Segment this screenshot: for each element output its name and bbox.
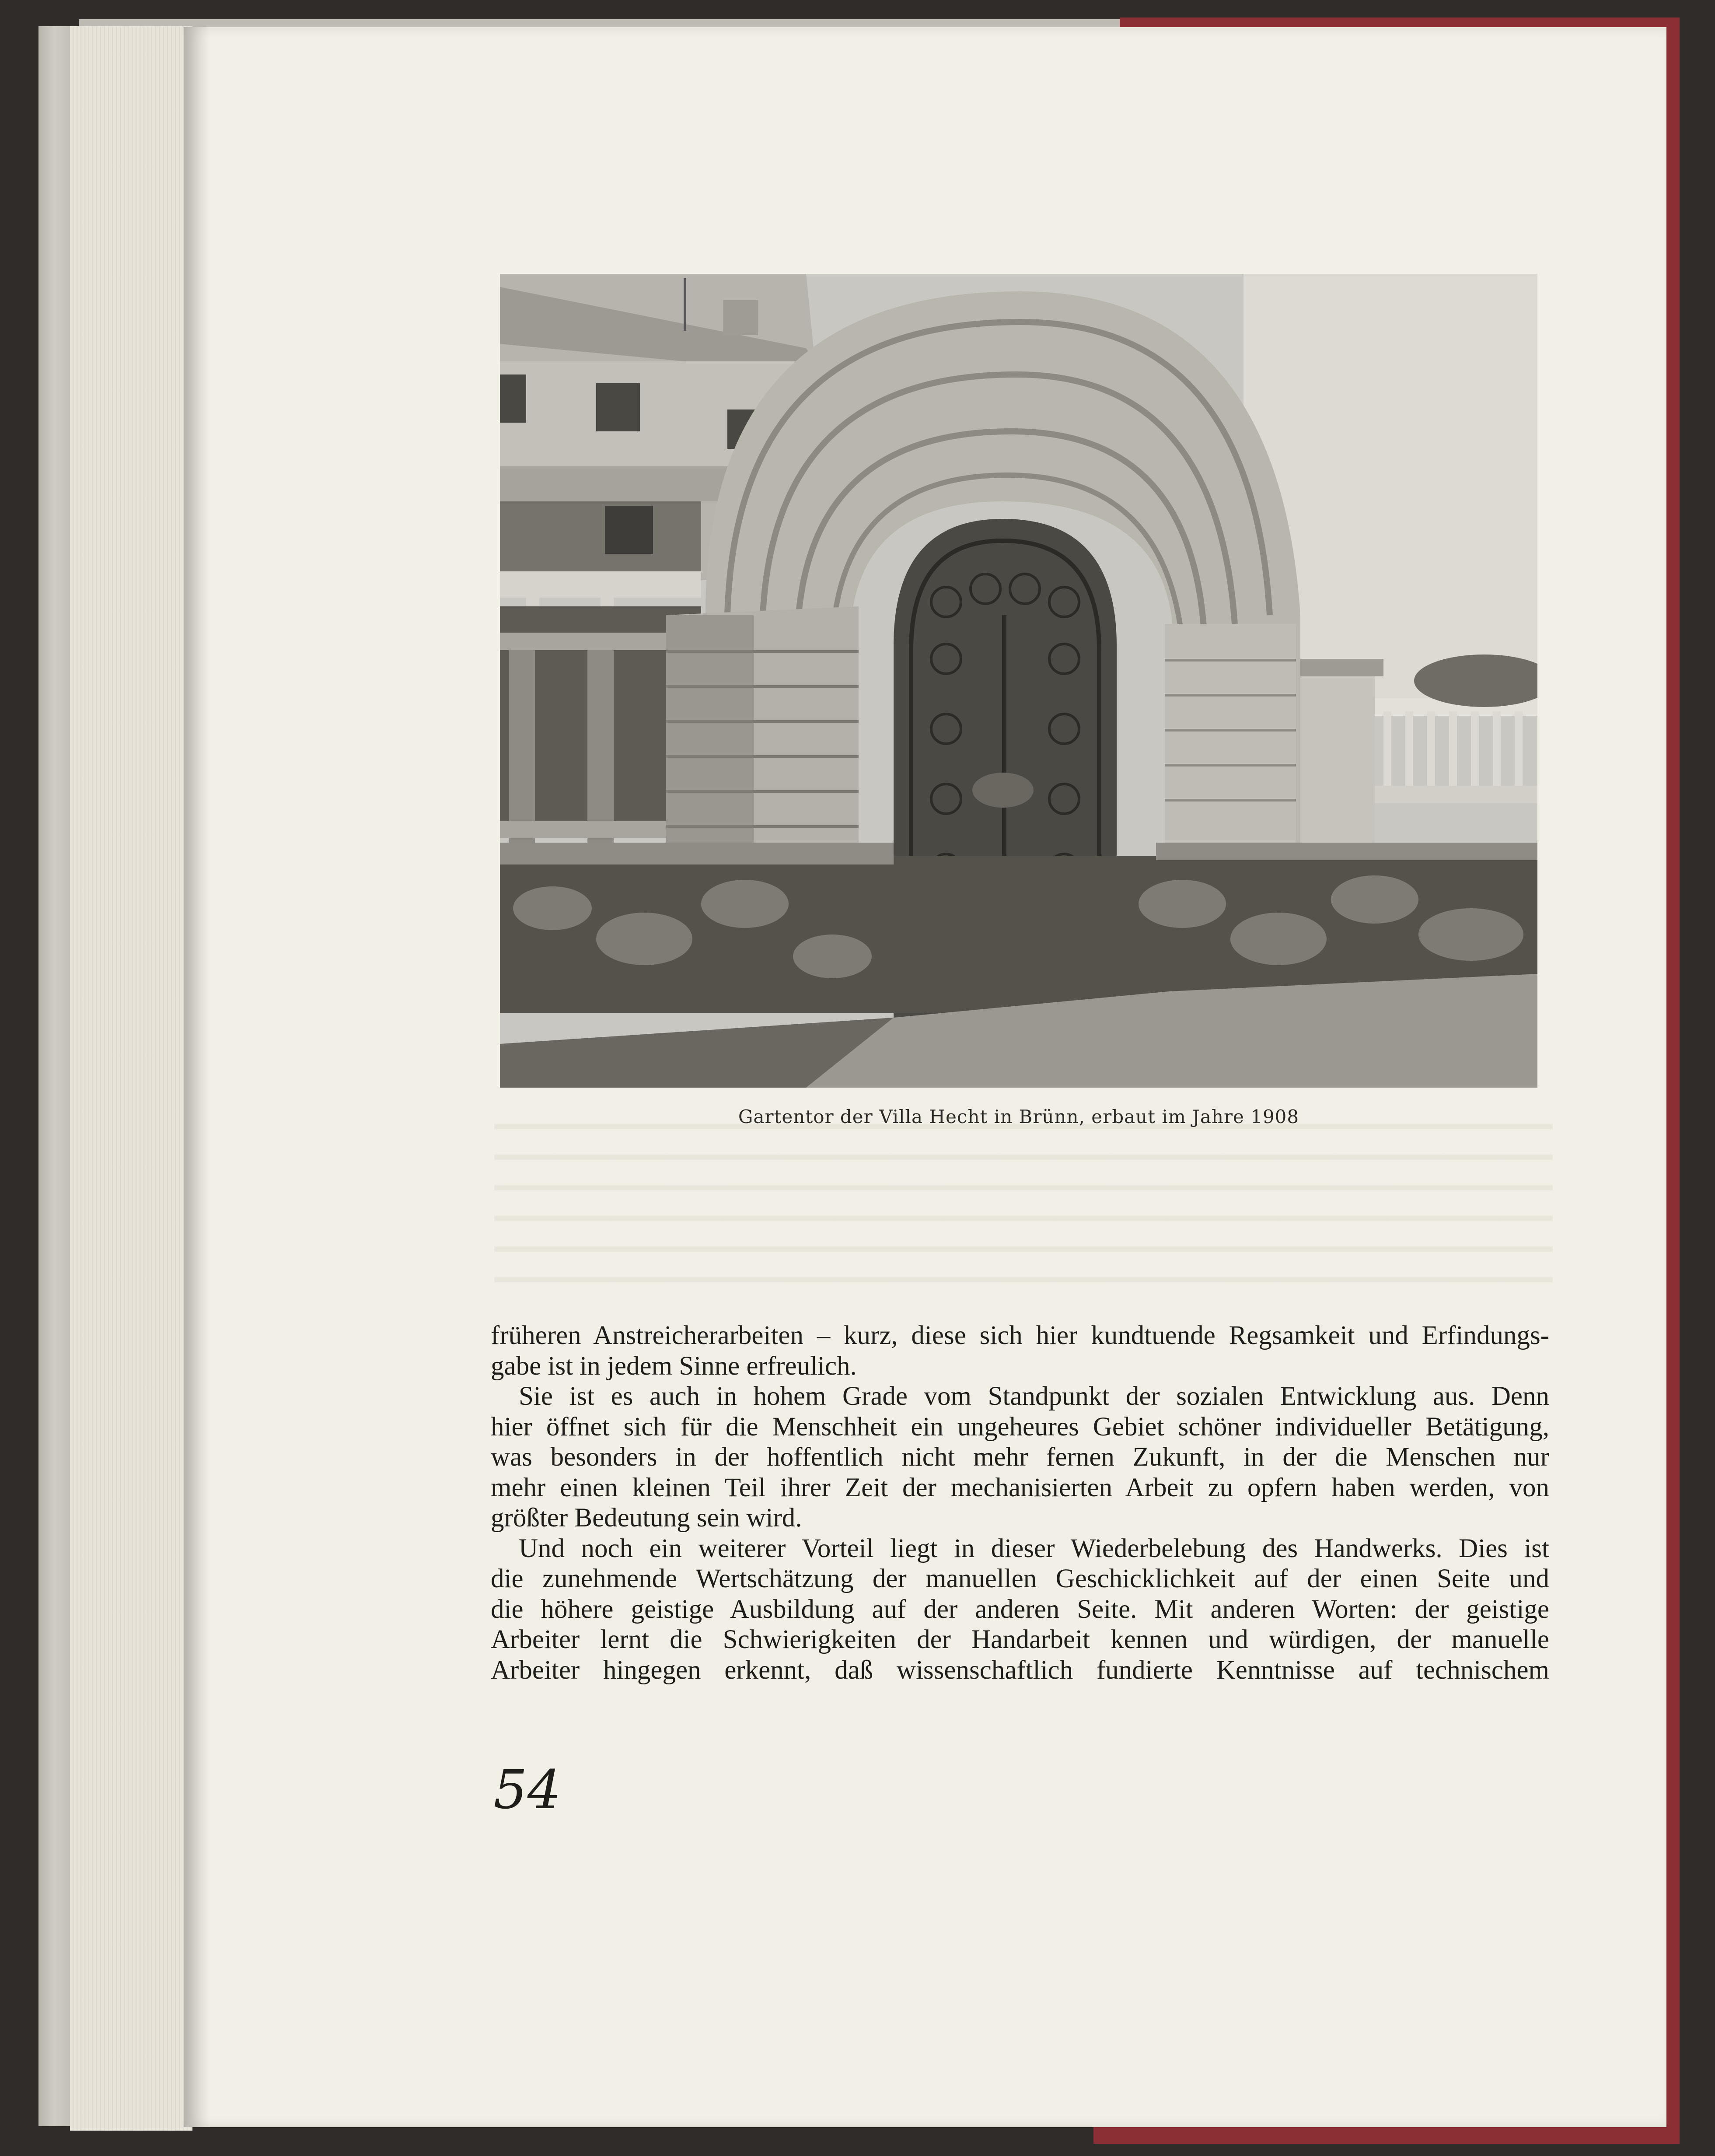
- body-text: [491, 1320, 1549, 1685]
- paragraph-2-line-2: hier öffnet sich für die Menschheit ein ungeheures Gebiet schöner individueller Betätigung,: [491, 1412, 1549, 1442]
- paragraph-3-line-2: die zunehmende Wertschätzung der manuellen Geschicklichkeit auf der einen Seite und: [491, 1564, 1549, 1593]
- paragraph-3-line-3: die höhere geistige Ausbildung auf der anderen Seite. Mit anderen Worten: der geistige: [491, 1594, 1549, 1624]
- paragraph-2-line-4: mehr einen kleinen Teil ihrer Zeit der mechanisierten Arbeit zu opfern haben werden, von: [491, 1473, 1549, 1502]
- gutter-shadow: [184, 27, 210, 2127]
- paragraph-1-line-1: früheren Anstreicherarbeiten – kurz, diese sich hier kundtuende Regsamkeit und Erfindungs-: [491, 1321, 1549, 1350]
- paragraph-3-line-1: Und noch ein weiterer Vorteil liegt in dieser Wiederbelebung des Handwerks. Dies ist: [519, 1533, 1549, 1563]
- cover-edge-red-bottom: [1093, 2126, 1680, 2144]
- paragraph-3-line-5: Arbeiter hingegen erkennt, daß wissenschaftlich fundierte Kenntnisse auf technischem: [491, 1655, 1549, 1685]
- page-stack-edges: [70, 26, 192, 2131]
- figure-caption: Gartentor der Villa Hecht in Brünn, erbaut im Jahre 1908: [738, 1106, 1299, 1127]
- photograph-garden-gate: [500, 274, 1537, 1088]
- gate-photo-illustration: [500, 274, 1537, 1088]
- page-number: 54: [493, 1759, 562, 1821]
- paragraph-2-line-3: was besonders in der hoffentlich nicht mehr fernen Zukunft, in der die Menschen nur: [491, 1442, 1549, 1472]
- paragraph-3-line-4: Arbeiter lernt die Schwierigkeiten der Handarbeit kennen und würdigen, der manuelle: [491, 1625, 1549, 1654]
- paragraph-2-line-5: größter Bedeutung sein wird.: [491, 1503, 802, 1533]
- show-through-text: [494, 1102, 1553, 1286]
- paragraph-2-line-1: Sie ist es auch in hohem Grade vom Standpunkt der sozialen Entwicklung aus. Denn: [519, 1382, 1549, 1411]
- paragraph-1-line-2: gabe ist in jedem Sinne erfreulich.: [491, 1351, 857, 1381]
